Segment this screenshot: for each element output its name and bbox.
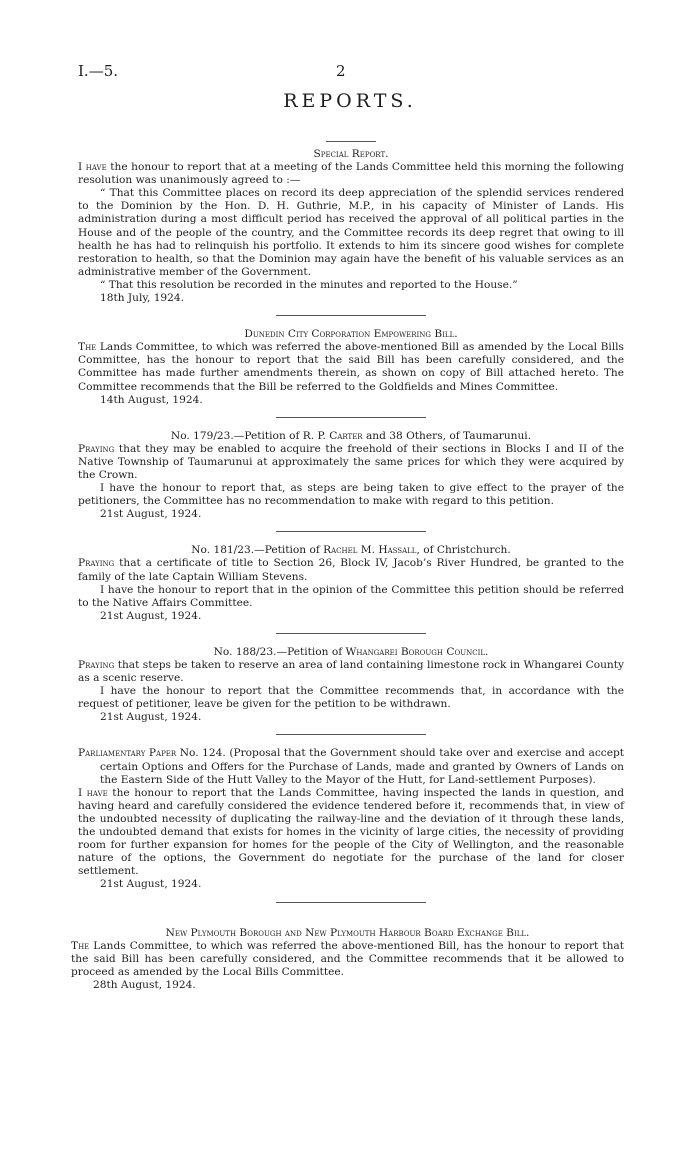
petition-188-report: I have the honour to report that the Committee recommends that, in accordance with the request of petitioner, leave be given for the petition to be withdrawn. — [78, 685, 624, 711]
paper-124-report — [78, 787, 624, 879]
dunedin-bill-heading: Dunedin City Corporation Empowering Bill. — [244, 328, 458, 341]
body-text: Lands Committee, to which was referred the above-mentioned Bill, has the honour to report that the said Bill has been carefully considered, and the Committee recommends that it be allowed to proceed as amended by the Local Bills Committee. — [71, 939, 624, 978]
heading-prefix: No. 179/23.—Petition of — [170, 429, 303, 442]
new-plymouth-bill-section — [71, 927, 624, 992]
petition-181-section — [78, 544, 624, 623]
page-number: 2 — [336, 62, 346, 80]
special-report-heading: Special Report. — [313, 148, 389, 160]
page-header — [0, 62, 700, 82]
page-title: REPORTS. — [283, 90, 417, 112]
paper-124-heading — [78, 747, 624, 786]
petition-188-section — [78, 646, 624, 725]
petition-179-prayer — [78, 443, 624, 482]
dunedin-bill-section — [78, 328, 624, 407]
section-divider — [276, 633, 426, 634]
lead-word: The — [71, 939, 90, 952]
section-divider — [276, 734, 426, 735]
report-date: 21st August, 1924. — [100, 609, 202, 622]
heading-text: No. 124. (Proposal that the Government should take over and exercise and accept certain Options and Offers for the Purchase of Lands, made and granted by Owners of Lands on the Eastern Side of the Hutt Valley to the Mayor of the Hutt, for Land-settlement Purposes). — [100, 747, 624, 786]
heading-suffix: and 38 Others, of Taumarunui. — [362, 429, 532, 442]
report-date: 21st August, 1924. — [100, 878, 202, 891]
lead-word: Parliamentary Paper — [78, 747, 177, 760]
lead-word: Praying — [78, 557, 115, 570]
petitioner-name: Whangarei Borough Council — [345, 645, 485, 658]
lead-word: I have — [78, 786, 108, 799]
petition-188-prayer — [78, 659, 624, 685]
petitioner-name: Rachel M. Hassall — [323, 544, 417, 557]
special-report-section — [78, 141, 624, 305]
petition-188-heading — [78, 646, 624, 659]
spacer — [78, 915, 624, 927]
heading-suffix: , of Christchurch. — [416, 544, 511, 557]
parliamentary-paper-124-section — [78, 747, 624, 891]
petition-181-heading — [78, 544, 624, 557]
prayer-text: that a certificate of title to Section 26, Block IV, Jacob’s River Hundred, be granted to the family of the late Captain William Stevens. — [78, 557, 624, 583]
report-date: 18th July, 1924. — [100, 292, 185, 305]
resolution-quote-2: “ That this resolution be recorded in the minutes and reported to the House.” — [100, 278, 518, 291]
resolution-quote-1: “ That this Committee places on record its deep appreciation of the splendid services rendered to the Dominion by the Hon. D. H. Guthrie, M.P., in his capacity of Minister of Lands. His administration during a most difficult period has received the approval of all political parties in the House and of the people of the country, and the Committee records its deep regret that owing to ill health he has had to relinquish his portfolio. It extends to him its sincere good wishes for complete restoration to health, so that the Dominion may again have the benefit of his valuable services as an administrative member of the Government. — [78, 187, 624, 278]
section-divider — [276, 417, 426, 418]
special-report-intro — [78, 161, 624, 187]
petition-179-section — [78, 430, 624, 522]
new-plymouth-bill-heading: New Plymouth Borough and New Plymouth Harbour Board Exchange Bill. — [165, 926, 530, 939]
report-date: 14th August, 1924. — [100, 393, 203, 406]
petition-181-report: I have the honour to report that in the opinion of the Committee this petition should be referred to the Native Affairs Committee. — [78, 583, 624, 609]
report-date: 21st August, 1924. — [100, 711, 202, 724]
section-divider — [276, 315, 426, 316]
lead-word: Praying — [78, 442, 115, 455]
heading-prefix: No. 181/23.—Petition of — [191, 544, 324, 557]
heading-suffix: . — [484, 645, 489, 658]
intro-text: the honour to report that at a meeting of the Lands Committee held this morning the following resolution was unanimously agreed to :— — [78, 161, 624, 187]
new-plymouth-bill-text — [71, 940, 624, 979]
heading-prefix: No. 188/23.—Petition of — [213, 645, 346, 658]
petition-181-prayer — [78, 557, 624, 583]
paper-reference: I.—5. — [78, 62, 119, 80]
section-divider — [276, 902, 426, 903]
dunedin-bill-text — [78, 341, 624, 393]
lead-word: The — [78, 341, 97, 354]
petition-179-heading — [78, 430, 624, 443]
report-date: 21st August, 1924. — [100, 508, 202, 521]
report-date: 28th August, 1924. — [93, 978, 196, 991]
title-divider — [326, 141, 376, 142]
petition-179-report: I have the honour to report that, as steps are being taken to give effect to the prayer of the petitioners, the Committee has no recommendation to make with regard to this petition. — [78, 482, 624, 508]
document-body — [71, 135, 624, 992]
lead-word: I have — [78, 161, 107, 174]
report-text: the honour to report that the Lands Committee, having inspected the lands in question, and having heard and carefully considered the evidence tendered before it, recommends that, in view of the undoubted necessity of duplicating the railway-line and the deviation of it through these lands, the undoubted demand that exists for homes in the vicinity of large cities, the necessity of providing room for further expansion for homes for the people of the City of Wellington, and the reasonable nature of the options, the Government do negotiate for the purchase of the land for closer settlement. — [78, 786, 624, 878]
body-text: Lands Committee, to which was referred the above-mentioned Bill as amended by the Local Bills Committee, has the honour to report that the said Bill has been carefully considered, and the Committee has made further amendments therein, as shown on copy of Bill attached hereto. The Committee recommends that the Bill be referred to the Goldfields and Mines Committee. — [78, 341, 624, 393]
section-divider — [276, 531, 426, 532]
prayer-text: that steps be taken to reserve an area of land containing limestone rock in Whangarei County as a scenic reserve. — [78, 659, 624, 685]
petitioner-name: R. P. Carter — [302, 429, 363, 442]
lead-word: Praying — [78, 659, 115, 671]
prayer-text: that they may be enabled to acquire the freehold of their sections in Blocks I and II of the Native Township of Taumarunui at approximately the same prices for which they were acquired by the Crown. — [78, 442, 624, 481]
